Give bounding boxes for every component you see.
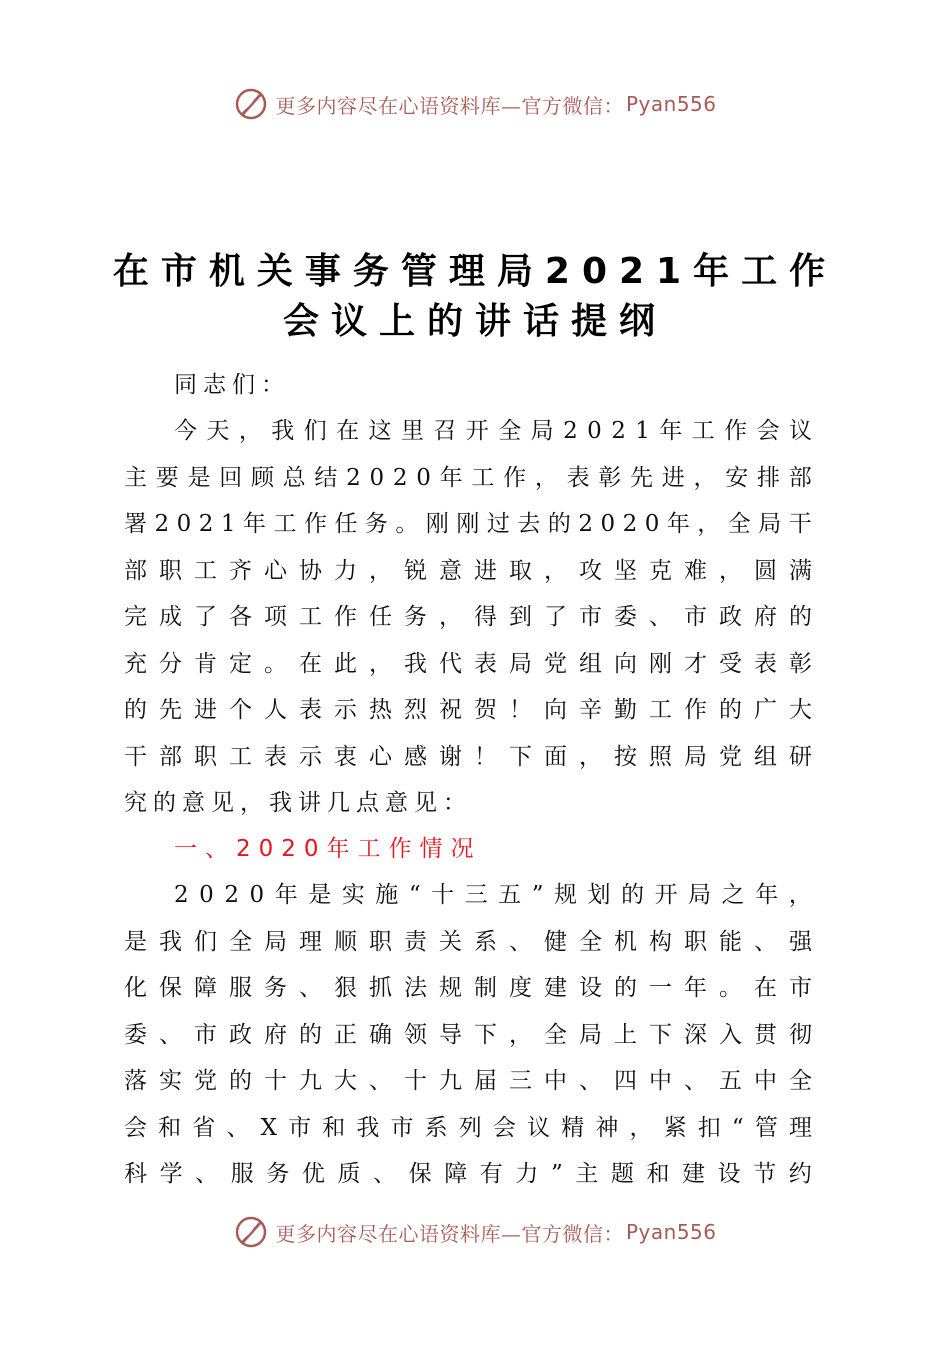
section-heading: 一、2020年工作情况: [174, 836, 482, 862]
paragraph-2-line-6: 会 和 省 、 X 市 和 我 市 系 列 会 议 精 神 ， 紧 扣 “ 管 理: [124, 1115, 818, 1141]
paragraph-2-line-7: 科 学 、 服 务 优 质 、 保 障 有 力 ” 主 题 和 建 设 节 约: [124, 1161, 818, 1187]
quill-logo-icon: [233, 86, 269, 122]
paragraph-1-line-2: 主 要 是 回 顾 总 结 2 0 2 0 年 工 作 ， 表 彰 先 进 ， 安 排 部: [124, 465, 818, 491]
paragraph-2-line-5: 落 实 党 的 十 九 大 、 十 九 届 三 中 、 四 中 、 五 中 全: [124, 1068, 818, 1094]
greeting: 同志们：: [174, 372, 290, 398]
paragraph-1-line-9: 究的意见，我讲几点意见：: [124, 790, 472, 816]
paragraph-2-line-2: 是 我 们 全 局 理 顺 职 责 关 系 、 健 全 机 构 职 能 、 强: [124, 929, 818, 955]
paragraph-1-line-1: 今 天 ， 我 们 在 这 里 召 开 全 局 2 0 2 1 年 工 作 会 议: [174, 418, 818, 444]
watermark-text: 更多内容尽在心语资料库—官方微信：: [275, 1221, 624, 1246]
paragraph-1-line-6: 充 分 肯 定 。 在 此 ， 我 代 表 局 党 组 向 刚 才 受 表 彰: [124, 651, 818, 677]
paragraph-1-line-8: 干 部 职 工 表 示 衷 心 感 谢 ！ 下 面 ， 按 照 局 党 组 研: [124, 744, 818, 770]
paragraph-1-line-4: 部 职 工 齐 心 协 力 ， 锐 意 进 取 ， 攻 坚 克 难 ， 圆 满: [124, 558, 818, 584]
paragraph-2-line-3: 化 保 障 服 务 、 狠 抓 法 规 制 度 建 设 的 一 年 。 在 市: [124, 975, 818, 1001]
watermark-wechat-id: Pyan556: [625, 1220, 717, 1244]
watermark-wechat-id: Pyan556: [625, 92, 717, 116]
quill-logo-icon: [233, 1214, 269, 1250]
watermark-text: 更多内容尽在心语资料库—官方微信：: [275, 93, 624, 118]
header-watermark: [0, 86, 950, 122]
paragraph-2-line-4: 委 、 市 政 府 的 正 确 领 导 下 ， 全 局 上 下 深 入 贯 彻: [124, 1022, 818, 1048]
document-title-line-2: 会议上的讲话提纲: [282, 301, 667, 342]
document-title-line-1: 在市机关事务管理局2021年工作: [112, 251, 838, 292]
paragraph-2-line-1: 2 0 2 0 年 是 实 施 “ 十 三 五 ” 规 划 的 开 局 之 年 ，: [174, 882, 818, 908]
footer-watermark: [0, 1214, 950, 1250]
paragraph-1-line-3: 署 2 0 2 1 年 工 作 任 务 。 刚 刚 过 去 的 2 0 2 0 年 ， 全 局 干: [124, 511, 818, 537]
paragraph-1-line-5: 完 成 了 各 项 工 作 任 务 ， 得 到 了 市 委 、 市 政 府 的: [124, 604, 818, 630]
paragraph-1-line-7: 的 先 进 个 人 表 示 热 烈 祝 贺 ！ 向 辛 勤 工 作 的 广 大: [124, 697, 818, 723]
